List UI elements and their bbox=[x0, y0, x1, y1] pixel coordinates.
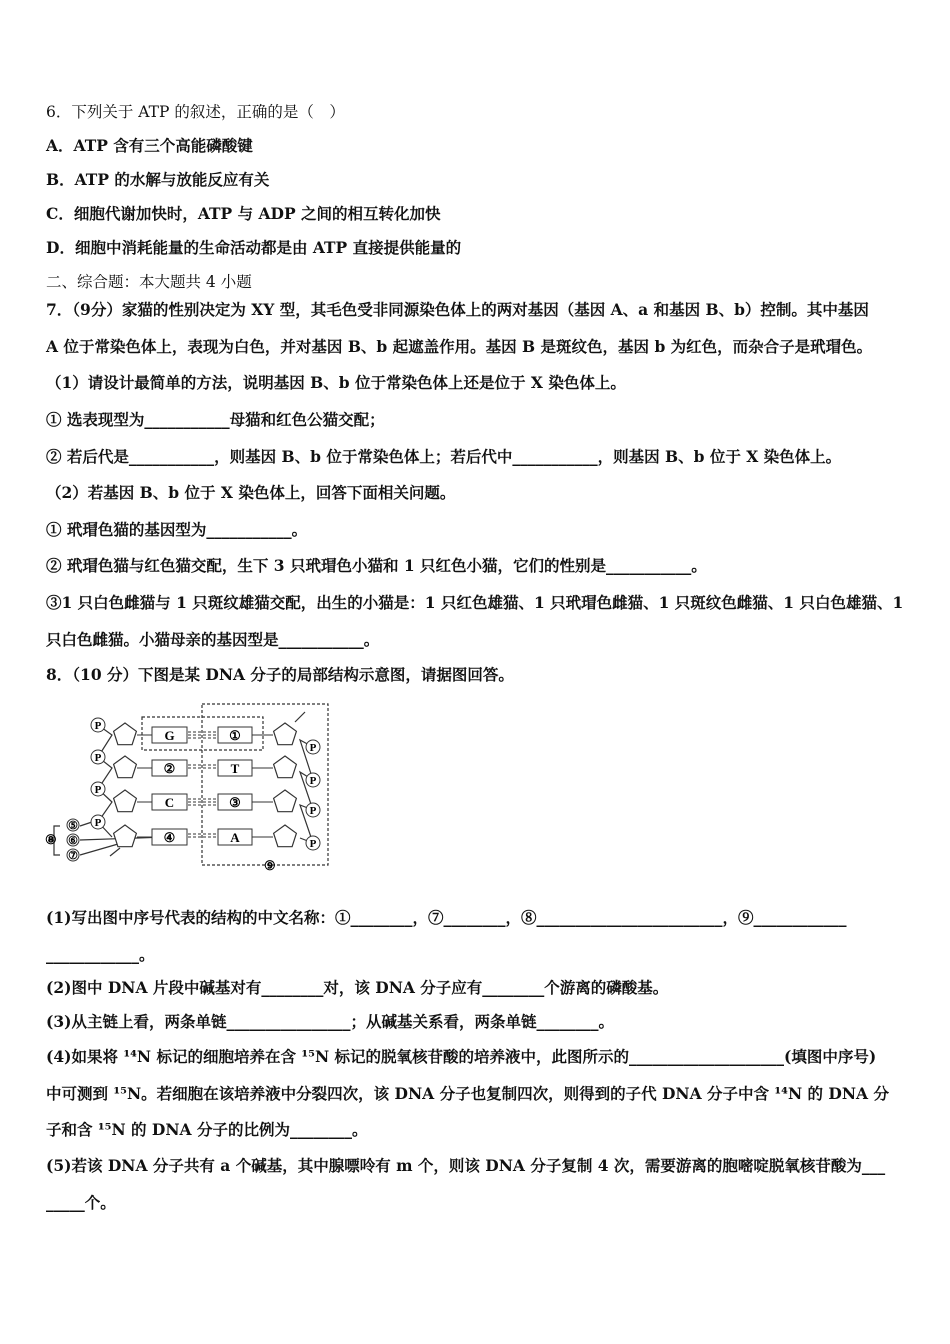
q7-line: 7．（9分）家猫的性别决定为 XY 型，其毛色受非同源染色体上的两对基因（基因 A、a 和基因 B、b）控制。其中基因 bbox=[46, 300, 869, 319]
deoxyribose-right bbox=[274, 723, 297, 745]
q7-line: 只白色雌猫。小猫母亲的基因型是___________。 bbox=[46, 630, 380, 649]
label-8: ⑧ bbox=[45, 832, 57, 847]
phosphate-label: P bbox=[94, 817, 102, 829]
q8-line: 子和含 ¹⁵N 的 DNA 分子的比例为________。 bbox=[46, 1120, 368, 1139]
q7-line: ③1 只白色雌猫与 1 只斑纹雄猫交配，出生的小猫是：1 只红色雄猫、1 只玳瑁色雌猫、1 只斑纹色雌猫、1 只白色雄猫、1 bbox=[46, 593, 904, 612]
phosphate-label: P bbox=[94, 752, 102, 764]
label-9: ⑨ bbox=[264, 858, 276, 873]
q8-line: _____个。 bbox=[46, 1193, 116, 1212]
q7-line: ② 若后代是___________，则基因 B、b 位于常染色体上；若后代中___________，则基因 B、b 位于 X 染色体上。 bbox=[46, 447, 842, 466]
deoxyribose-left bbox=[114, 790, 137, 812]
phosphate-label: P bbox=[309, 805, 317, 817]
base-left: G bbox=[164, 728, 175, 743]
label-7: ⑦ bbox=[68, 850, 78, 862]
base-left: ② bbox=[163, 761, 176, 776]
phosphate-label: P bbox=[309, 742, 317, 754]
deoxyribose-right bbox=[274, 756, 297, 778]
q6-option-c: C．细胞代谢加快时，ATP 与 ADP 之间的相互转化加快 bbox=[46, 204, 441, 223]
base-right: T bbox=[230, 761, 240, 776]
q8-line: ____________。 bbox=[46, 945, 155, 964]
q8-line: (2)图中 DNA 片段中碱基对有________对，该 DNA 分子应有________个游离的磷酸基。 bbox=[46, 978, 669, 997]
q7-line: （2）若基因 B、b 位于 X 染色体上，回答下面相关问题。 bbox=[46, 483, 456, 502]
q6-option-a: A．ATP 含有三个高能磷酸键 bbox=[46, 136, 253, 155]
phosphate-label: P bbox=[309, 838, 317, 850]
base-left: C bbox=[164, 795, 175, 810]
q6-option-b: B．ATP 的水解与放能反应有关 bbox=[46, 170, 270, 189]
q7-line: A 位于常染色体上，表现为白色，并对基因 B、b 起遮盖作用。基因 B 是斑纹色，基因 b 为红色，而杂合子是玳瑁色。 bbox=[46, 337, 873, 356]
base-right: A bbox=[230, 830, 240, 845]
label-6: ⑥ bbox=[68, 835, 78, 847]
deoxyribose-right bbox=[274, 825, 297, 847]
section-heading: 二、综合题：本大题共 4 小题 bbox=[46, 273, 252, 291]
phosphate-label: P bbox=[94, 784, 102, 796]
q8-line: (5)若该 DNA 分子共有 a 个碱基，其中腺嘌呤有 m 个，则该 DNA 分子复制 4 次，需要游离的胞嘧啶脱氧核苷酸为___ bbox=[46, 1156, 886, 1175]
q7-line: （1）请设计最简单的方法，说明基因 B、b 位于常染色体上还是位于 X 染色体上。 bbox=[46, 373, 626, 392]
deoxyribose-left bbox=[114, 723, 137, 745]
q7-line: ① 选表现型为___________母猫和红色公猫交配； bbox=[46, 410, 385, 429]
q6-option-d: D．细胞中消耗能量的生命活动都是由 ATP 直接提供能量的 bbox=[46, 238, 462, 257]
base-right: ① bbox=[229, 728, 241, 743]
deoxyribose-left bbox=[114, 756, 137, 778]
q8-line: 中可测到 ¹⁵N。若细胞在该培养液中分裂四次，该 DNA 分子也复制四次，则得到的子代 DNA 分子中含 ¹⁴N 的 DNA 分 bbox=[46, 1084, 889, 1103]
base-right: ③ bbox=[229, 795, 241, 810]
deoxyribose-left bbox=[114, 825, 137, 847]
label-5: ⑤ bbox=[68, 820, 78, 832]
phosphate-label: P bbox=[94, 720, 102, 732]
dna-structure-diagram bbox=[0, 0, 340, 880]
q7-line: ② 玳瑁色猫与红色猫交配，生下 3 只玳瑁色小猫和 1 只红色小猫，它们的性别是___________。 bbox=[46, 556, 707, 575]
base-left: ④ bbox=[163, 830, 176, 845]
q7-line: ① 玳瑁色猫的基因型为___________。 bbox=[46, 520, 308, 539]
q8-line: (3)从主链上看，两条单链________________；从碱基关系看，两条单链________。 bbox=[46, 1012, 614, 1031]
q6-stem: 6．下列关于 ATP 的叙述，正确的是（ ） bbox=[46, 103, 345, 121]
q8-stem: 8．（10 分）下图是某 DNA 分子的局部结构示意图，请据图回答。 bbox=[46, 665, 514, 684]
phosphate-label: P bbox=[309, 775, 317, 787]
q8-line: (4)如果将 ¹⁴N 标记的细胞培养在含 ¹⁵N 标记的脱氧核苷酸的培养液中，此图所示的____________________(填图中序号) bbox=[46, 1047, 877, 1066]
q8-line: (1)写出图中序号代表的结构的中文名称：①________，⑦________，⑧________________________，⑨____________ bbox=[46, 908, 847, 927]
deoxyribose-right bbox=[274, 790, 297, 812]
